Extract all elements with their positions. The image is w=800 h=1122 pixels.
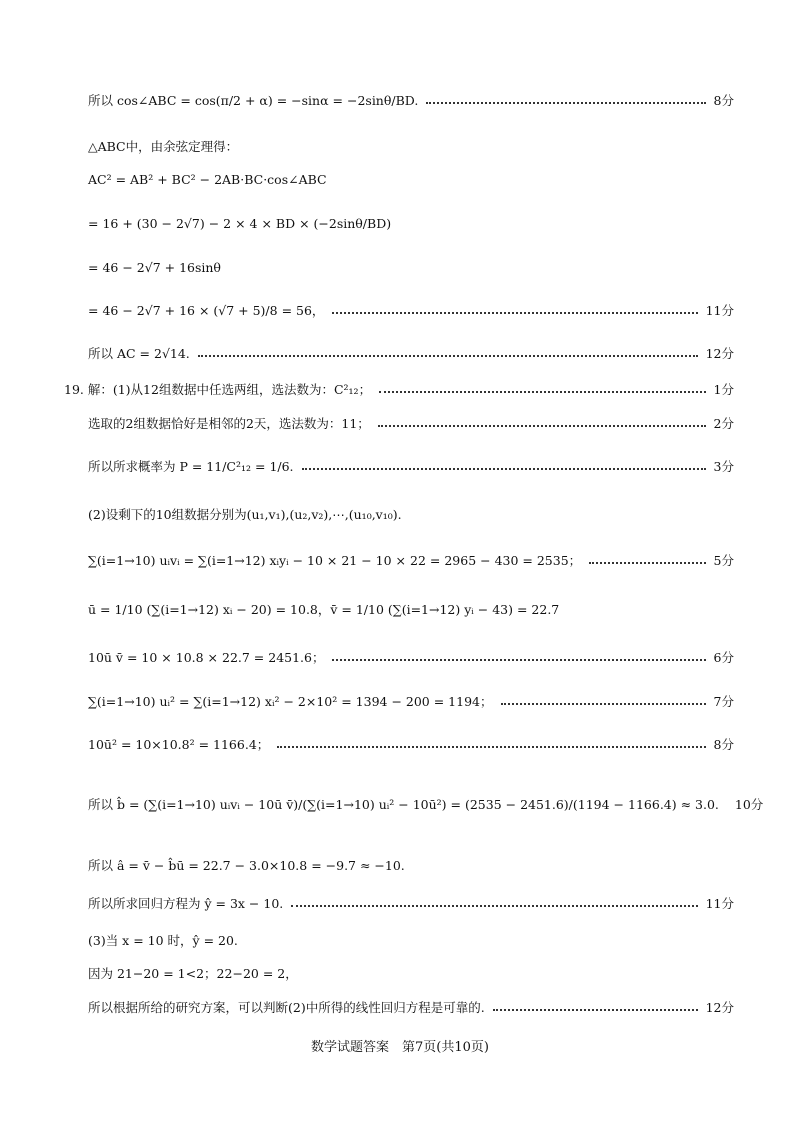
line-text: 选取的2组数据恰好是相邻的2天，选法数为：11； xyxy=(88,416,370,431)
score-mark: 12分 xyxy=(705,1000,734,1015)
score-mark: 1分 xyxy=(713,382,734,397)
question-header-line xyxy=(64,382,734,397)
answer-line xyxy=(88,303,734,318)
line-text: 所以 AC = 2√14. xyxy=(88,346,190,361)
line-text: 因为 21−20 = 1<2；22−20 = 2， xyxy=(88,966,298,981)
line-text: 所以 b̂ = (∑(i=1→10) uᵢvᵢ − 10ū v̄)/(∑(i=1→10) uᵢ² − 10ū²) = (2535 − 2451.6)/(1194 − 1166.4) ≈ 3.0. xyxy=(88,797,719,812)
score-mark: 2分 xyxy=(713,416,734,431)
line-text: 所以 cos∠ABC = cos(π/2 + α) = −sinα = −2sinθ/BD. xyxy=(88,93,419,108)
line-text: 所以 â = v̄ − b̂ū = 22.7 − 3.0×10.8 = −9.7 ≈ −10. xyxy=(88,858,405,873)
line-text: ū = 1/10 (∑(i=1→12) xᵢ − 20) = 10.8，v̄ = 1/10 (∑(i=1→12) yᵢ − 43) = 22.7 xyxy=(88,602,560,617)
answer-line xyxy=(88,966,734,981)
line-text: AC² = AB² + BC² − 2AB·BC·cos∠ABC xyxy=(88,172,327,187)
line-text: 19. 解：(1)从12组数据中任选两组，选法数为：C²₁₂； xyxy=(64,382,372,397)
leader-dots xyxy=(589,562,705,564)
leader-dots xyxy=(332,659,705,661)
line-text: 所以根据所给的研究方案，可以判断(2)中所得的线性回归方程是可靠的. xyxy=(88,1000,485,1015)
score-mark: 11分 xyxy=(705,896,734,911)
answer-line xyxy=(88,553,734,568)
line-text: 10ū v̄ = 10 × 10.8 × 22.7 = 2451.6； xyxy=(88,650,325,665)
answer-line xyxy=(88,416,734,431)
score-mark: 8分 xyxy=(713,737,734,752)
leader-dots xyxy=(302,468,706,470)
score-mark: 3分 xyxy=(713,459,734,474)
score-mark: 7分 xyxy=(713,694,734,709)
line-text: 10ū² = 10×10.8² = 1166.4； xyxy=(88,737,270,752)
line-text: = 16 + (30 − 2√7) − 2 × 4 × BD × (−2sinθ/BD) xyxy=(88,216,392,231)
answer-line xyxy=(88,602,734,617)
leader-dots xyxy=(291,905,697,907)
leader-dots xyxy=(501,703,706,705)
line-text: (3)当 x = 10 时，ŷ = 20. xyxy=(88,933,238,948)
answer-line xyxy=(88,694,734,709)
score-mark: 10分 xyxy=(734,797,764,812)
leader-dots xyxy=(198,355,698,357)
answer-line xyxy=(88,933,734,948)
line-text: (2)设剩下的10组数据分别为(u₁,v₁),(u₂,v₂),⋯,(u₁₀,v₁₀). xyxy=(88,507,402,522)
answer-line xyxy=(88,216,734,231)
line-text: = 46 − 2√7 + 16sinθ xyxy=(88,260,221,275)
answer-line xyxy=(88,737,734,752)
answer-line xyxy=(88,507,734,522)
leader-dots xyxy=(426,102,705,104)
score-mark: 8分 xyxy=(713,93,734,108)
answer-line xyxy=(88,346,734,361)
line-text: △ABC中，由余弦定理得： xyxy=(88,139,239,154)
line-text: = 46 − 2√7 + 16 × (√7 + 5)/8 = 56， xyxy=(88,303,325,318)
leader-dots xyxy=(277,746,705,748)
leader-dots xyxy=(378,425,706,427)
score-mark: 11分 xyxy=(705,303,734,318)
line-text: 所以所求概率为 P = 11/C²₁₂ = 1/6. xyxy=(88,459,294,474)
answer-line xyxy=(88,93,734,108)
answer-line xyxy=(88,139,734,154)
line-text: ∑(i=1→10) uᵢ² = ∑(i=1→12) xᵢ² − 2×10² = 1394 − 200 = 1194； xyxy=(88,694,493,709)
score-mark: 5分 xyxy=(713,553,734,568)
answer-line xyxy=(88,650,734,665)
leader-dots xyxy=(493,1009,698,1011)
answer-line xyxy=(88,172,734,187)
answer-line xyxy=(88,260,734,275)
line-text: ∑(i=1→10) uᵢvᵢ = ∑(i=1→12) xᵢyᵢ − 10 × 21 − 10 × 22 = 2965 − 430 = 2535； xyxy=(88,553,582,568)
answer-line xyxy=(88,858,734,873)
score-mark: 6分 xyxy=(713,650,734,665)
score-mark: 12分 xyxy=(705,346,734,361)
leader-dots xyxy=(332,312,697,314)
answer-line xyxy=(88,459,734,474)
page-footer: 数学试题答案 第7页(共10页) xyxy=(311,1040,489,1055)
leader-dots xyxy=(379,391,705,393)
answer-line xyxy=(88,896,734,911)
answer-line xyxy=(88,1000,734,1015)
line-text: 所以所求回归方程为 ŷ = 3x − 10. xyxy=(88,896,284,911)
answer-line xyxy=(88,797,764,812)
